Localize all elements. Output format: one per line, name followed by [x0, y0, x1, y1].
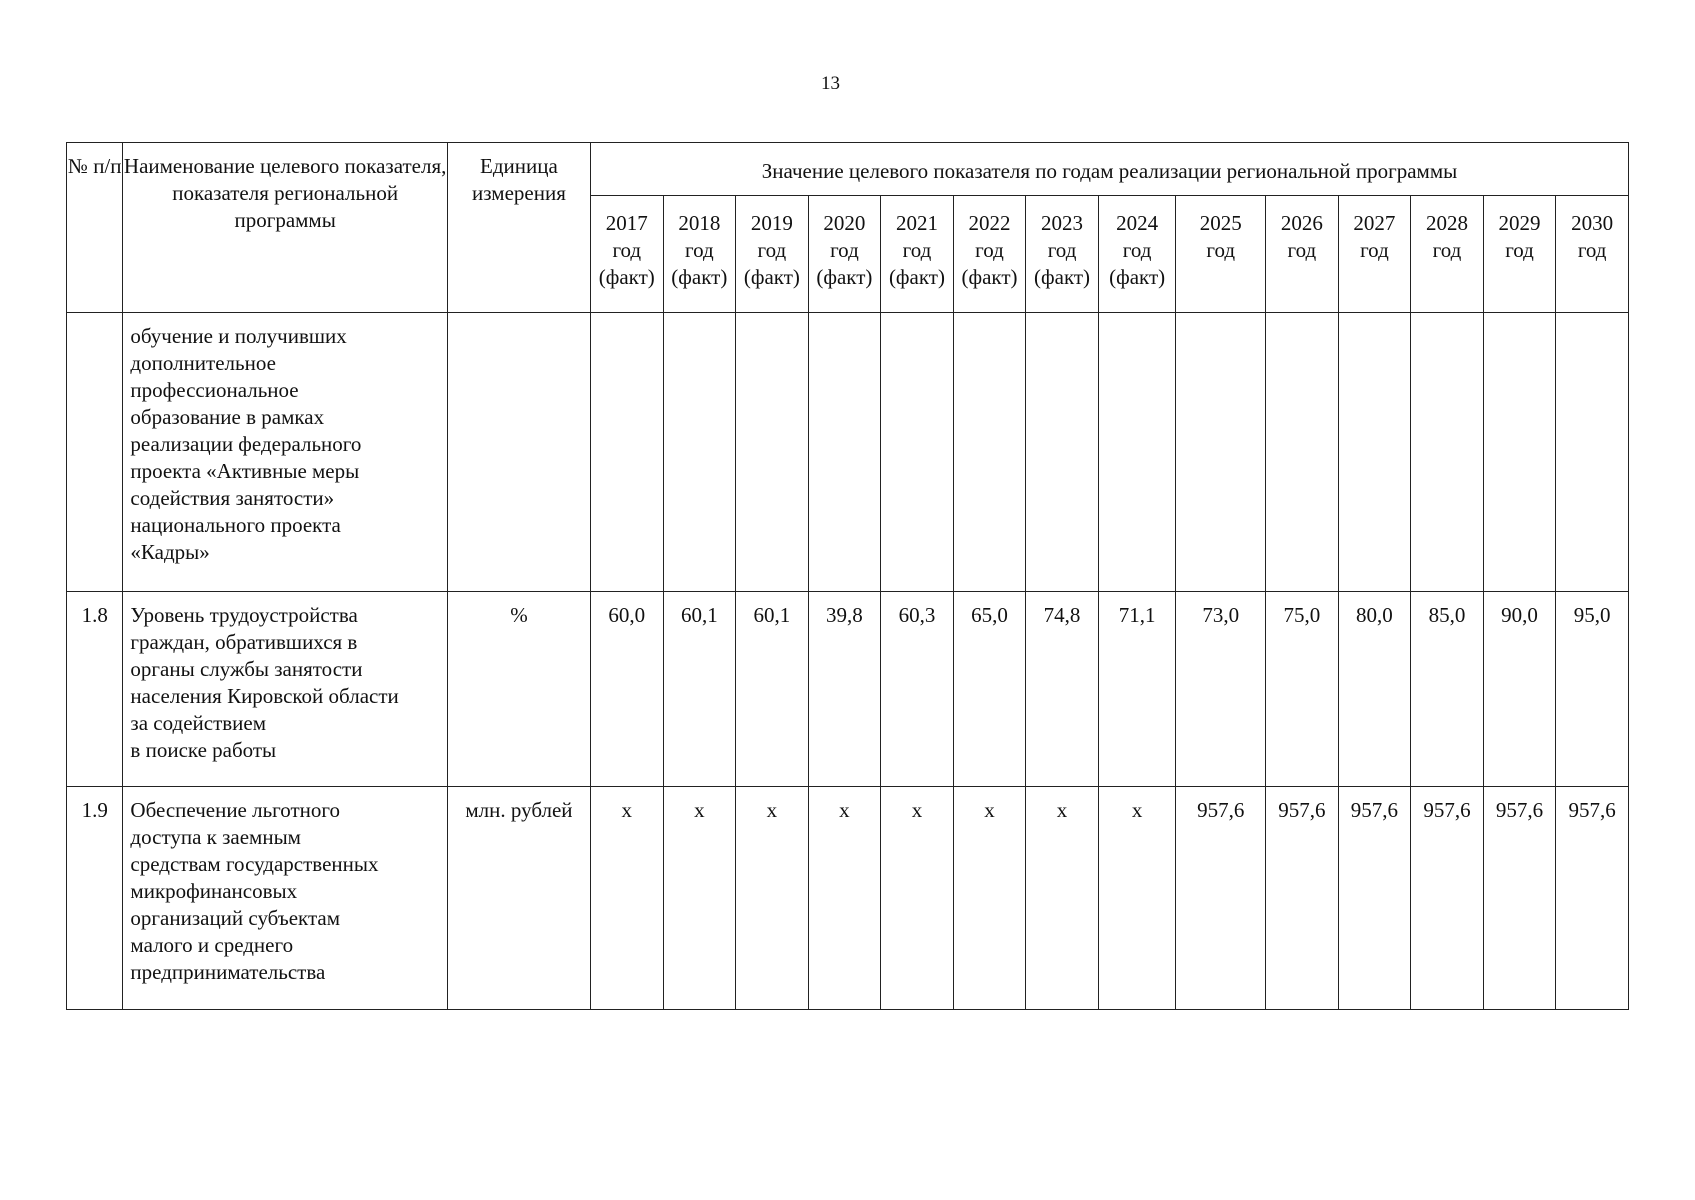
indicator-name-line: дополнительное [130, 351, 276, 375]
header-year-2023 [1026, 196, 1099, 313]
header-year-line: (факт) [598, 265, 655, 289]
value-cell-2029: 957,6 [1483, 787, 1556, 1010]
value-cell-2025: 73,0 [1176, 592, 1266, 787]
table-row [67, 787, 1629, 1010]
value-cell-2018: x [663, 787, 736, 1010]
header-year-line: 2025 [1199, 211, 1242, 235]
header-year-2027 [1338, 196, 1411, 313]
value-cell-2024 [1098, 313, 1176, 592]
value-cell-2022: x [953, 787, 1026, 1010]
header-year-line: 2024 [1116, 211, 1159, 235]
header-year-line: (факт) [671, 265, 728, 289]
header-values-group: Значение целевого показателя по годам реализации региональной программы [591, 143, 1629, 196]
value-cell-2026 [1266, 313, 1339, 592]
value-cell-2017: 60,0 [591, 592, 664, 787]
table-row [67, 313, 1629, 592]
value-cell-2020 [808, 313, 881, 592]
value-cell-2021 [881, 313, 954, 592]
header-year-2020 [808, 196, 881, 313]
page-number: 13 [821, 73, 840, 94]
header-year-line: 2017 [605, 211, 648, 235]
header-year-line: 2026 [1280, 211, 1323, 235]
header-year-2025 [1176, 196, 1266, 313]
value-cell-2019: 60,1 [736, 592, 809, 787]
indicator-name-line: в поиске работы [130, 738, 277, 762]
header-year-line: 2023 [1041, 211, 1084, 235]
header-year-2024 [1098, 196, 1176, 313]
value-cell-2022 [953, 313, 1026, 592]
header-year-line: (факт) [1109, 265, 1166, 289]
value-cell-2023: x [1026, 787, 1099, 1010]
header-year-line: год [1577, 238, 1607, 262]
row-number: 1.9 [67, 787, 123, 1010]
value-cell-2030 [1556, 313, 1629, 592]
header-year-line: год [1122, 238, 1152, 262]
header-year-line: год [902, 238, 932, 262]
indicator-name [123, 313, 447, 592]
header-year-line: 2027 [1353, 211, 1396, 235]
value-cell-2022: 65,0 [953, 592, 1026, 787]
header-year-line: год [1432, 238, 1462, 262]
header-year-line: 2021 [895, 211, 938, 235]
header-year-2021 [881, 196, 954, 313]
value-cell-2027 [1338, 313, 1411, 592]
indicator-name-line: проекта «Активные меры [130, 459, 360, 483]
header-year-line: (факт) [743, 265, 800, 289]
indicator-name-line: граждан, обратившихся в [130, 630, 358, 654]
header-year-line: год [1360, 238, 1389, 262]
value-cell-2020: 39,8 [808, 592, 881, 787]
header-year-2026 [1266, 196, 1339, 313]
row-number: 1.8 [67, 592, 123, 787]
value-cell-2029 [1483, 313, 1556, 592]
row-number [67, 313, 123, 592]
indicator-name-line: национального проекта [130, 513, 341, 537]
header-year-line: год [1206, 238, 1236, 262]
header-name: Наименование целевого показателя, показателя региональной программы [123, 143, 447, 313]
indicator-name-line: организаций субъектам [130, 906, 340, 930]
header-year-line: год [612, 238, 642, 262]
value-cell-2028: 957,6 [1411, 787, 1484, 1010]
table-body [67, 313, 1629, 1010]
header-year-line: 2022 [968, 211, 1011, 235]
header-year-line: (факт) [961, 265, 1018, 289]
value-cell-2023: 74,8 [1026, 592, 1099, 787]
value-cell-2027: 80,0 [1338, 592, 1411, 787]
indicator-name-line: «Кадры» [130, 540, 210, 564]
indicator-name [123, 592, 447, 787]
value-cell-2030: 95,0 [1556, 592, 1629, 787]
indicator-name-line: средствам государственных [130, 852, 379, 876]
value-cell-2028 [1411, 313, 1484, 592]
header-year-2022 [953, 196, 1026, 313]
indicator-name-line: доступа к заемным [130, 825, 301, 849]
value-cell-2029: 90,0 [1483, 592, 1556, 787]
header-year-line: год [684, 238, 714, 262]
header-year-line: 2028 [1425, 211, 1468, 235]
header-year-line: (факт) [816, 265, 873, 289]
value-cell-2017: x [591, 787, 664, 1010]
value-cell-2030: 957,6 [1556, 787, 1629, 1010]
indicator-name-line: обучение и получивших [130, 324, 347, 348]
value-cell-2019: x [736, 787, 809, 1010]
indicator-name-line: органы службы занятости [130, 657, 363, 681]
indicator-name-line: реализации федерального [130, 432, 362, 456]
header-year-line: (факт) [1034, 265, 1091, 289]
indicator-name-line: содействия занятости» [130, 486, 335, 510]
value-cell-2018 [663, 313, 736, 592]
value-cell-2026: 957,6 [1266, 787, 1339, 1010]
indicator-name-line: Уровень трудоустройства [130, 603, 358, 627]
value-cell-2025 [1176, 313, 1266, 592]
header-year-line: 2018 [678, 211, 721, 235]
header-year-2028 [1411, 196, 1484, 313]
header-year-line: 2030 [1571, 211, 1614, 235]
header-year-line: (факт) [888, 265, 945, 289]
header-num: № п/п [67, 143, 123, 313]
indicator-name [123, 787, 447, 1010]
header-row-top [67, 143, 1629, 196]
indicator-name-line: профессиональное [130, 378, 299, 402]
value-cell-2024: x [1098, 787, 1176, 1010]
value-cell-2026: 75,0 [1266, 592, 1339, 787]
unit-of-measure: % [447, 592, 590, 787]
value-cell-2023 [1026, 313, 1099, 592]
indicator-name-line: малого и среднего [130, 933, 294, 957]
header-year-2029 [1483, 196, 1556, 313]
value-cell-2020: x [808, 787, 881, 1010]
indicator-name-line: микрофинансовых [130, 879, 298, 903]
header-year-line: год [1505, 238, 1534, 262]
header-unit: Единица измерения [447, 143, 590, 313]
header-year-2030 [1556, 196, 1629, 313]
header-year-2019 [736, 196, 809, 313]
header-year-line: год [975, 238, 1004, 262]
indicator-name-line: за содействием [130, 711, 267, 735]
indicator-name-line: населения Кировской области [130, 684, 399, 708]
value-cell-2019 [736, 313, 809, 592]
indicator-name-line: образование в рамках [130, 405, 325, 429]
value-cell-2017 [591, 313, 664, 592]
header-year-line: 2029 [1498, 211, 1541, 235]
header-year-line: год [1287, 238, 1317, 262]
value-cell-2018: 60,1 [663, 592, 736, 787]
value-cell-2027: 957,6 [1338, 787, 1411, 1010]
header-year-line: 2020 [823, 211, 866, 235]
table-row [67, 592, 1629, 787]
header-year-line: год [830, 238, 859, 262]
value-cell-2024: 71,1 [1098, 592, 1176, 787]
header-year-2018 [663, 196, 736, 313]
value-cell-2021: x [881, 787, 954, 1010]
header-year-line: год [1047, 238, 1077, 262]
indicators-table [66, 142, 1629, 1010]
value-cell-2028: 85,0 [1411, 592, 1484, 787]
unit-of-measure: млн. рублей [447, 787, 590, 1010]
value-cell-2021: 60,3 [881, 592, 954, 787]
header-year-line: год [757, 238, 787, 262]
indicator-name-line: Обеспечение льготного [130, 798, 341, 822]
header-year-line: 2019 [750, 211, 793, 235]
unit-of-measure [447, 313, 590, 592]
header-year-2017 [591, 196, 664, 313]
value-cell-2025: 957,6 [1176, 787, 1266, 1010]
indicator-name-line: предпринимательства [130, 960, 326, 984]
